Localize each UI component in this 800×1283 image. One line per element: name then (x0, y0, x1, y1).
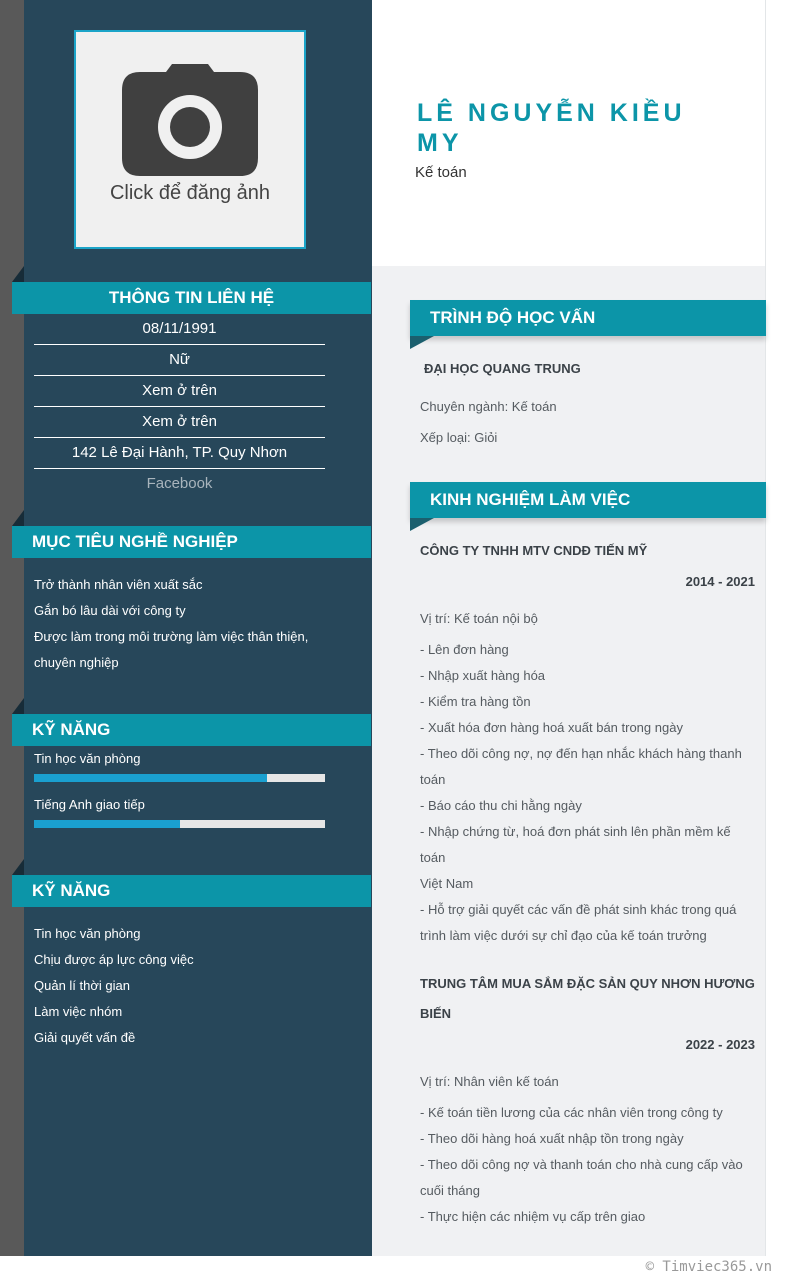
skill-bar-fill (34, 774, 267, 782)
skill-list-item: Tin học văn phòng (34, 926, 141, 941)
duty-line: Việt Nam (420, 876, 474, 891)
duty-line: cuối tháng (420, 1183, 480, 1198)
section-fold (12, 698, 24, 714)
skill-bar (34, 774, 325, 782)
skill-list-item: Giải quyết vấn đề (34, 1030, 136, 1045)
main-content (372, 266, 766, 1256)
duty-line: - Thực hiện các nhiệm vụ cấp trên giao (420, 1209, 646, 1224)
duty-line: toán (420, 772, 446, 787)
job-role: Vị trí: Nhân viên kế toán (420, 1074, 559, 1089)
duty-line: - Theo dõi hàng hoá xuất nhập tồn trong ngày (420, 1131, 684, 1146)
education-school: ĐẠI HỌC QUANG TRUNG (424, 361, 581, 376)
section-fold (410, 518, 434, 531)
section-fold (12, 510, 24, 526)
job-company: TRUNG TÂM MUA SẮM ĐẶC SẢN QUY NHƠN HƯƠNG (420, 976, 755, 991)
skill-name: Tin học văn phòng (34, 751, 141, 766)
skill-list-item: Chịu được áp lực công việc (34, 952, 194, 967)
duty-line: - Nhập chứng từ, hoá đơn phát sinh lên phần mềm kế toán (420, 824, 731, 865)
objective-title: MỤC TIÊU NGHỀ NGHIỆP (12, 526, 371, 558)
job-duties (420, 637, 756, 949)
skill-list-item: Làm việc nhóm (34, 1004, 123, 1019)
duty-line: - Nhập xuất hàng hóa (420, 668, 546, 683)
duty-line: - Kiểm tra hàng tồn (420, 694, 531, 709)
education-major: Chuyên ngành: Kế toán (420, 399, 557, 414)
candidate-position: Kế toán (415, 164, 467, 181)
skills-bars-title: KỸ NĂNG (12, 714, 371, 746)
objective-line: Trở thành nhân viên xuất sắc (34, 577, 203, 592)
skill-list-item: Quản lí thời gian (34, 978, 130, 993)
duty-line: - Theo dõi công nợ, nợ đến hạn nhắc khách hàng thanh (420, 746, 742, 761)
job-company-continued: BIẾN (420, 1006, 452, 1021)
contact-address: 142 Lê Đại Hành, TP. Quy Nhơn (34, 438, 325, 469)
duty-line: - Xuất hóa đơn hàng hoá xuất bán trong ngày (420, 720, 683, 735)
skills-list (34, 921, 334, 1051)
contact-email: Xem ở trên (34, 407, 325, 438)
section-fold (410, 336, 434, 349)
section-fold (12, 859, 24, 875)
duty-line: trình làm việc dưới sự chỉ đạo của kế toán trưởng (420, 928, 707, 943)
education-grade: Xếp loại: Giỏi (420, 430, 498, 445)
photo-upload-label: Click để đăng ảnh (109, 182, 271, 204)
job-company: CÔNG TY TNHH MTV CNDĐ TIẾN MỸ (420, 543, 648, 558)
contact-phone: Xem ở trên (34, 376, 325, 407)
objective-line: chuyên nghiệp (34, 655, 119, 670)
skill-item (34, 796, 325, 828)
sidebar (24, 0, 372, 1256)
experience-title: KINH NGHIỆM LÀM VIỆC (410, 482, 766, 518)
objective-list (34, 572, 334, 676)
watermark: © Timviec365.vn (645, 1259, 772, 1275)
skill-bar (34, 820, 325, 828)
job-duties (420, 1100, 756, 1230)
objective-line: Gắn bó lâu dài với công ty (34, 603, 186, 618)
contact-title: THÔNG TIN LIÊN HỆ (12, 282, 371, 314)
objective-line: Được làm trong môi trường làm việc thân thiện, (34, 629, 309, 644)
contact-birthday: 08/11/1991 (34, 314, 325, 345)
duty-line: - Theo dõi công nợ và thanh toán cho nhà cung cấp vào (420, 1157, 743, 1172)
education-title: TRÌNH ĐỘ HỌC VẤN (410, 300, 766, 336)
photo-upload[interactable] (74, 30, 306, 249)
skills-list-title: KỸ NĂNG (12, 875, 371, 907)
job-period: 2022 - 2023 (685, 1037, 755, 1052)
duty-line: - Kế toán tiền lương của các nhân viên trong công ty (420, 1105, 723, 1120)
profile-header (372, 0, 766, 266)
duty-line: - Hỗ trợ giải quyết các vấn đề phát sinh khác trong quá (420, 902, 737, 917)
duty-line: - Lên đơn hàng (420, 642, 509, 657)
section-fold (12, 266, 24, 282)
job-period: 2014 - 2021 (685, 574, 755, 589)
duty-line: - Báo cáo thu chi hằng ngày (420, 798, 582, 813)
contact-gender: Nữ (34, 345, 325, 376)
job-role: Vị trí: Kế toán nội bộ (420, 611, 538, 626)
skill-name: Tiếng Anh giao tiếp (34, 797, 145, 812)
contact-facebook-link[interactable]: Facebook (146, 475, 213, 492)
candidate-name: LÊ NGUYỄN KIỀU MY (417, 99, 686, 157)
contact-list (34, 314, 325, 500)
skill-item (34, 750, 325, 782)
camera-icon (122, 64, 258, 176)
left-strip (0, 0, 24, 1256)
skill-bar-fill (34, 820, 180, 828)
